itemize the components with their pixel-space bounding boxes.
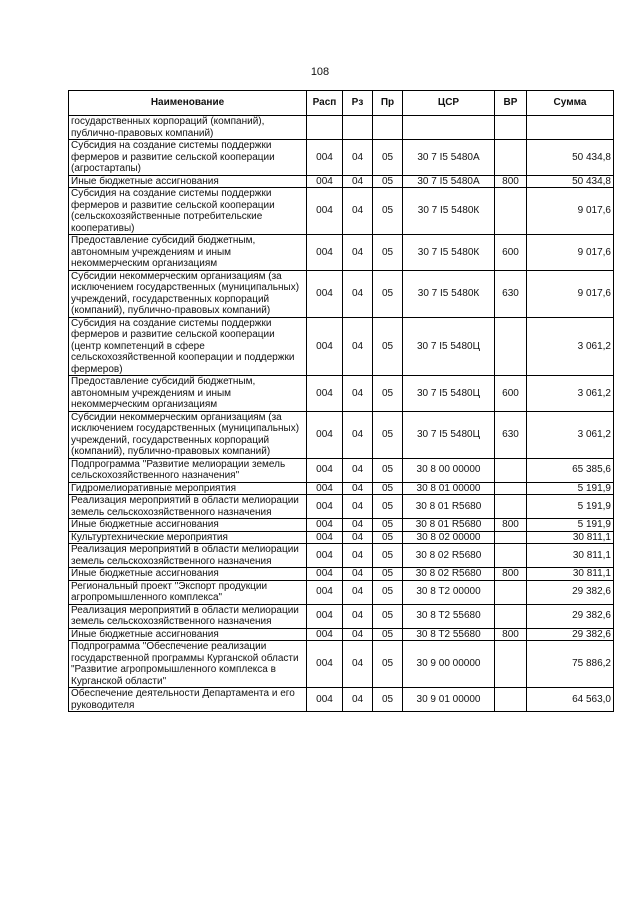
row-pr: 05 xyxy=(373,458,403,482)
row-vr: 630 xyxy=(495,411,527,458)
row-vr xyxy=(495,458,527,482)
row-rz: 04 xyxy=(343,140,373,176)
table-row xyxy=(69,411,614,458)
row-name: Подпрограмма "Обеспечение реализации государственной программы Курганской области "Развитие агропромышленного комплекса в Курганской области" xyxy=(69,641,307,688)
row-rasp: 004 xyxy=(307,641,343,688)
row-vr xyxy=(495,580,527,604)
row-pr: 05 xyxy=(373,235,403,271)
row-csr: 30 7 I5 5480К xyxy=(403,235,495,271)
row-vr: 630 xyxy=(495,270,527,317)
row-csr: 30 7 I5 5480А xyxy=(403,140,495,176)
table-row xyxy=(69,531,614,544)
row-rz: 04 xyxy=(343,411,373,458)
row-pr: 05 xyxy=(373,604,403,628)
row-rz: 04 xyxy=(343,641,373,688)
header-name: Наименование xyxy=(69,91,307,116)
row-rz: 04 xyxy=(343,531,373,544)
table-header-row xyxy=(69,91,614,116)
row-name: Субсидии некоммерческим организациям (за исключением государственных (муниципальных) учреждений, государственных корпораций (компаний), публично-правовых компаний) xyxy=(69,411,307,458)
table-row xyxy=(69,140,614,176)
row-rz: 04 xyxy=(343,580,373,604)
row-csr: 30 8 00 00000 xyxy=(403,458,495,482)
row-name: Культуртехнические мероприятия xyxy=(69,531,307,544)
row-name: Обеспечение деятельности Департамента и его руководителя xyxy=(69,688,307,712)
row-rz: 04 xyxy=(343,376,373,412)
row-csr: 30 7 I5 5480К xyxy=(403,188,495,235)
row-rasp: 004 xyxy=(307,235,343,271)
table-row xyxy=(69,175,614,188)
row-rz: 04 xyxy=(343,568,373,581)
budget-table xyxy=(68,90,614,712)
row-vr xyxy=(495,495,527,519)
row-name: Иные бюджетные ассигнования xyxy=(69,628,307,641)
header-pr: Пр xyxy=(373,91,403,116)
row-sum: 64 563,0 xyxy=(527,688,614,712)
row-sum: 29 382,6 xyxy=(527,628,614,641)
row-vr xyxy=(495,482,527,495)
row-sum: 30 811,1 xyxy=(527,544,614,568)
row-rz: 04 xyxy=(343,458,373,482)
row-rz: 04 xyxy=(343,188,373,235)
row-name: Реализация мероприятий в области мелиорации земель сельскохозяйственного назначения xyxy=(69,495,307,519)
table-row xyxy=(69,495,614,519)
row-vr: 800 xyxy=(495,175,527,188)
row-name: Реализация мероприятий в области мелиорации земель сельскохозяйственного назначения xyxy=(69,604,307,628)
table-row xyxy=(69,641,614,688)
row-pr: 05 xyxy=(373,641,403,688)
row-csr: 30 8 02 R5680 xyxy=(403,544,495,568)
row-rz: 04 xyxy=(343,495,373,519)
row-rasp: 004 xyxy=(307,544,343,568)
row-sum: 50 434,8 xyxy=(527,140,614,176)
row-csr: 30 8 T2 00000 xyxy=(403,580,495,604)
header-csr: ЦСР xyxy=(403,91,495,116)
row-csr: 30 8 01 00000 xyxy=(403,482,495,495)
row-csr: 30 7 I5 5480Ц xyxy=(403,411,495,458)
table-row xyxy=(69,519,614,532)
row-csr: 30 8 T2 55680 xyxy=(403,604,495,628)
row-pr: 05 xyxy=(373,188,403,235)
row-rasp: 004 xyxy=(307,482,343,495)
row-rz: 04 xyxy=(343,628,373,641)
row-sum: 30 811,1 xyxy=(527,531,614,544)
row-sum: 29 382,6 xyxy=(527,604,614,628)
row-rz: 04 xyxy=(343,482,373,495)
row-name: Иные бюджетные ассигнования xyxy=(69,568,307,581)
row-rasp: 004 xyxy=(307,458,343,482)
row-rz: 04 xyxy=(343,175,373,188)
row-pr: 05 xyxy=(373,270,403,317)
row-csr: 30 7 I5 5480К xyxy=(403,270,495,317)
row-csr: 30 8 02 00000 xyxy=(403,531,495,544)
row-sum: 5 191,9 xyxy=(527,495,614,519)
row-vr: 800 xyxy=(495,568,527,581)
row-rasp: 004 xyxy=(307,531,343,544)
row-name: Гидромелиоративные мероприятия xyxy=(69,482,307,495)
row-pr: 05 xyxy=(373,411,403,458)
table-row xyxy=(69,544,614,568)
row-rasp: 004 xyxy=(307,688,343,712)
row-csr: 30 8 01 R5680 xyxy=(403,519,495,532)
row-name: Подпрограмма "Развитие мелиорации земель сельскохозяйственного назначения" xyxy=(69,458,307,482)
row-sum: 3 061,2 xyxy=(527,317,614,376)
row-vr xyxy=(495,641,527,688)
row-rz: 04 xyxy=(343,235,373,271)
row-csr: 30 8 T2 55680 xyxy=(403,628,495,641)
row-sum: 65 385,6 xyxy=(527,458,614,482)
table-row xyxy=(69,688,614,712)
header-rasp: Расп xyxy=(307,91,343,116)
row-vr xyxy=(495,604,527,628)
table-row xyxy=(69,376,614,412)
row-vr xyxy=(495,531,527,544)
row-pr: 05 xyxy=(373,531,403,544)
row-pr: 05 xyxy=(373,175,403,188)
row-pr: 05 xyxy=(373,580,403,604)
table-row xyxy=(69,116,614,140)
row-rasp: 004 xyxy=(307,411,343,458)
row-pr: 05 xyxy=(373,140,403,176)
row-pr xyxy=(373,116,403,140)
row-rasp: 004 xyxy=(307,580,343,604)
row-rasp: 004 xyxy=(307,188,343,235)
row-name: Субсидии некоммерческим организациям (за исключением государственных (муниципальных) учреждений, государственных корпораций (компаний), публично-правовых компаний) xyxy=(69,270,307,317)
row-name: Иные бюджетные ассигнования xyxy=(69,519,307,532)
table-row xyxy=(69,317,614,376)
row-rz: 04 xyxy=(343,519,373,532)
row-csr: 30 7 I5 5480А xyxy=(403,175,495,188)
row-rz: 04 xyxy=(343,270,373,317)
row-csr: 30 9 00 00000 xyxy=(403,641,495,688)
row-rz: 04 xyxy=(343,544,373,568)
row-pr: 05 xyxy=(373,568,403,581)
row-pr: 05 xyxy=(373,688,403,712)
table-row xyxy=(69,270,614,317)
row-sum: 30 811,1 xyxy=(527,568,614,581)
row-name: Иные бюджетные ассигнования xyxy=(69,175,307,188)
row-vr xyxy=(495,544,527,568)
row-sum: 9 017,6 xyxy=(527,188,614,235)
row-sum xyxy=(527,116,614,140)
row-csr: 30 7 I5 5480Ц xyxy=(403,376,495,412)
row-csr xyxy=(403,116,495,140)
row-csr: 30 8 01 R5680 xyxy=(403,495,495,519)
row-sum: 9 017,6 xyxy=(527,270,614,317)
page-number: 108 xyxy=(310,66,330,78)
header-sum: Сумма xyxy=(527,91,614,116)
row-sum: 5 191,9 xyxy=(527,519,614,532)
row-sum: 50 434,8 xyxy=(527,175,614,188)
row-rasp: 004 xyxy=(307,604,343,628)
row-name: Субсидия на создание системы поддержки фермеров и развитие сельской кооперации (агростартапы) xyxy=(69,140,307,176)
row-sum: 29 382,6 xyxy=(527,580,614,604)
row-csr: 30 9 01 00000 xyxy=(403,688,495,712)
row-vr xyxy=(495,140,527,176)
row-sum: 3 061,2 xyxy=(527,411,614,458)
row-vr xyxy=(495,317,527,376)
row-csr: 30 8 02 R5680 xyxy=(403,568,495,581)
row-name: Субсидия на создание системы поддержки фермеров и развитие сельской кооперации (центр компетенций в сфере сельскохозяйственной кооперации и поддержки фермеров) xyxy=(69,317,307,376)
table-row xyxy=(69,458,614,482)
row-rasp: 004 xyxy=(307,270,343,317)
row-csr: 30 7 I5 5480Ц xyxy=(403,317,495,376)
table-row xyxy=(69,580,614,604)
row-rz: 04 xyxy=(343,317,373,376)
table-row xyxy=(69,188,614,235)
row-sum: 5 191,9 xyxy=(527,482,614,495)
row-vr xyxy=(495,116,527,140)
row-rasp: 004 xyxy=(307,568,343,581)
row-pr: 05 xyxy=(373,628,403,641)
row-pr: 05 xyxy=(373,482,403,495)
row-rasp xyxy=(307,116,343,140)
row-name: Субсидия на создание системы поддержки фермеров и развитие сельской кооперации (сельскохозяйственные потребительские кооперативы) xyxy=(69,188,307,235)
row-name: Реализация мероприятий в области мелиорации земель сельскохозяйственного назначения xyxy=(69,544,307,568)
row-rasp: 004 xyxy=(307,175,343,188)
row-rasp: 004 xyxy=(307,317,343,376)
row-pr: 05 xyxy=(373,317,403,376)
row-vr: 600 xyxy=(495,376,527,412)
row-sum: 75 886,2 xyxy=(527,641,614,688)
row-vr: 800 xyxy=(495,519,527,532)
row-sum: 9 017,6 xyxy=(527,235,614,271)
table-row xyxy=(69,628,614,641)
header-rz: Рз xyxy=(343,91,373,116)
row-rz xyxy=(343,116,373,140)
table-row xyxy=(69,482,614,495)
row-rasp: 004 xyxy=(307,628,343,641)
row-vr: 800 xyxy=(495,628,527,641)
row-rasp: 004 xyxy=(307,376,343,412)
row-name: Предоставление субсидий бюджетным, автономным учреждениям и иным некоммерческим организациям xyxy=(69,376,307,412)
row-vr: 600 xyxy=(495,235,527,271)
table-row xyxy=(69,235,614,271)
header-vr: ВР xyxy=(495,91,527,116)
row-rasp: 004 xyxy=(307,140,343,176)
row-name: Предоставление субсидий бюджетным, автономным учреждениям и иным некоммерческим организациям xyxy=(69,235,307,271)
row-pr: 05 xyxy=(373,519,403,532)
row-pr: 05 xyxy=(373,495,403,519)
row-rasp: 004 xyxy=(307,519,343,532)
row-pr: 05 xyxy=(373,376,403,412)
row-name: государственных корпораций (компаний), публично-правовых компаний) xyxy=(69,116,307,140)
row-rz: 04 xyxy=(343,604,373,628)
row-name: Региональный проект "Экспорт продукции агропромышленного комплекса" xyxy=(69,580,307,604)
row-vr xyxy=(495,688,527,712)
row-rz: 04 xyxy=(343,688,373,712)
row-vr xyxy=(495,188,527,235)
table-row xyxy=(69,568,614,581)
row-rasp: 004 xyxy=(307,495,343,519)
row-pr: 05 xyxy=(373,544,403,568)
row-sum: 3 061,2 xyxy=(527,376,614,412)
table-row xyxy=(69,604,614,628)
